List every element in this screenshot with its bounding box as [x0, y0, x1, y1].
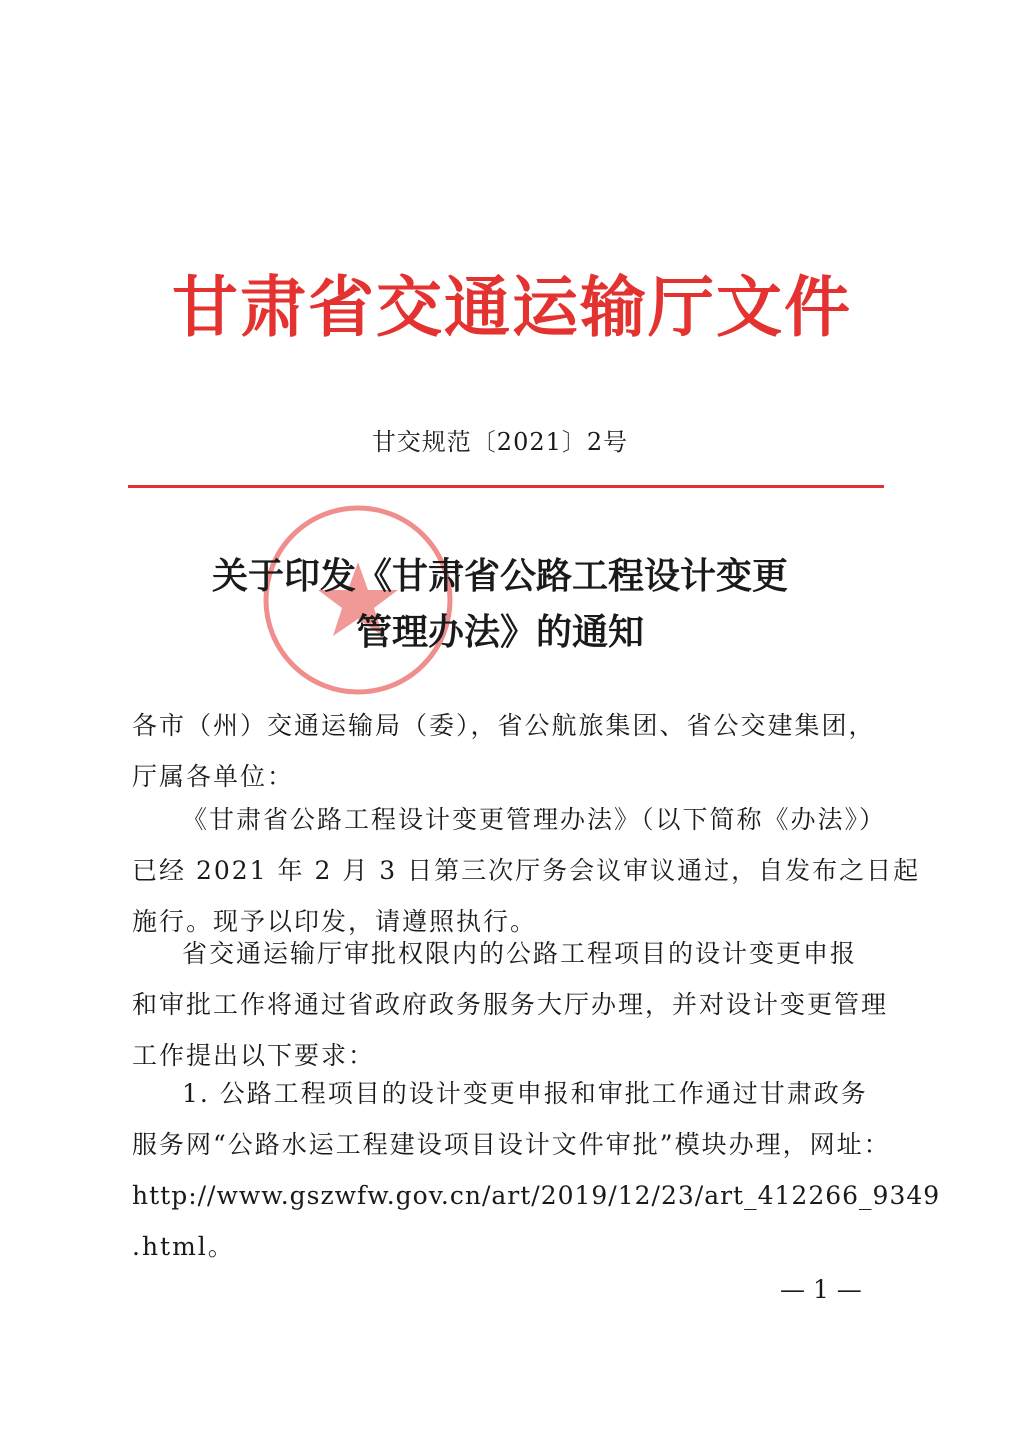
paragraph-2-line-2: 和审批工作将通过省政府政务服务大厅办理，并对设计变更管理 [132, 990, 889, 1019]
addressee-line-1: 各市（州）交通运输局（委），省公航旅集团、省公交建集团， [132, 711, 876, 740]
paragraph-3-line-2: 服务网“公路水运工程建设项目设计文件审批”模块办理，网址： [132, 1130, 891, 1159]
title-line-1: 关于印发《甘肃省公路工程设计变更 [211, 555, 788, 597]
paragraph-3-line-4: .html。 [132, 1232, 235, 1261]
paragraph-1-line-1: 《甘肃省公路工程设计变更管理办法》（以下简称《办法》） [182, 805, 887, 834]
paragraph-1-line-3: 施行。现予以印发，请遵照执行。 [132, 907, 538, 936]
addressee-block [132, 700, 876, 802]
paragraph-2-line-1: 省交通运输厅审批权限内的公路工程项目的设计变更申报 [182, 939, 858, 968]
paragraph-3-url-line: http://www.gszwfw.gov.cn/art/2019/12/23/art_412266_9349 [132, 1181, 941, 1210]
title-line-2: 管理办法》的通知 [355, 611, 644, 653]
notice-title [0, 548, 1000, 660]
addressee-line-2: 厅属各单位： [132, 762, 295, 791]
paragraph-2-line-3: 工作提出以下要求： [132, 1041, 376, 1070]
paragraph-1-line-2: 已经 2021 年 2 月 3 日第三次厅务会议审议通过，自发布之日起 [132, 856, 921, 885]
paragraph-1 [132, 794, 921, 947]
masthead-title: 甘肃省交通运输厅文件 [172, 268, 852, 346]
paragraph-3 [132, 1068, 941, 1272]
document-number: 甘交规范〔2021〕2号 [371, 428, 629, 456]
paragraph-2 [132, 928, 889, 1081]
page-number: — 1 — [780, 1275, 862, 1304]
paragraph-3-line-1: 1. 公路工程项目的设计变更申报和审批工作通过甘肃政务 [182, 1079, 868, 1108]
red-divider-line [128, 485, 884, 488]
